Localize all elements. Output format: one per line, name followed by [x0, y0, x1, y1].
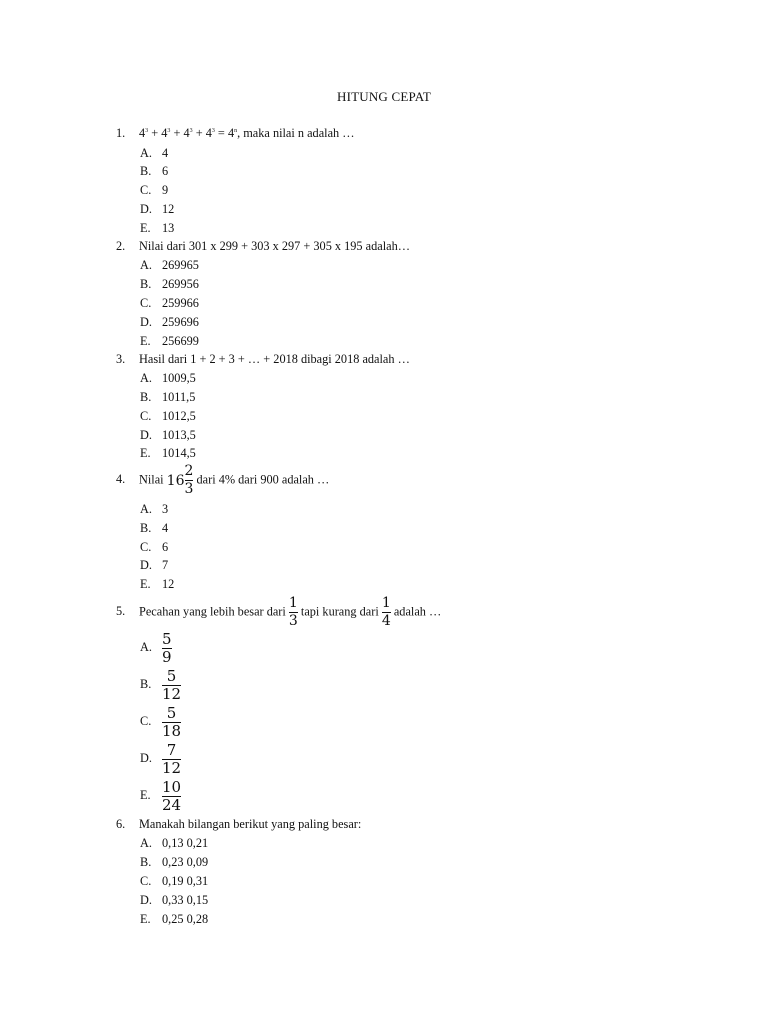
question-4	[116, 464, 329, 497]
option-text: 0,33 0,15	[162, 893, 209, 907]
option-3e	[140, 446, 196, 461]
question-5	[116, 596, 441, 629]
option-3c	[140, 409, 196, 424]
option-letter: A.	[140, 836, 152, 850]
option-letter: A.	[140, 371, 152, 385]
option-1d	[140, 202, 174, 217]
option-2c	[140, 296, 199, 311]
option-text: 0,13 0,21	[162, 836, 209, 850]
question-6	[116, 817, 361, 832]
q1-term: = 4	[214, 126, 235, 140]
fraction	[185, 464, 194, 497]
option-letter: A.	[140, 640, 152, 655]
option-2e	[140, 334, 199, 349]
option-text: 12	[162, 577, 175, 591]
option-letter: E.	[140, 446, 151, 460]
fraction	[289, 596, 298, 629]
option-6a	[140, 836, 208, 851]
option-5d	[140, 743, 181, 776]
question-number: 5.	[116, 604, 126, 619]
option-letter: E.	[140, 912, 151, 926]
fraction-numerator: 1	[381, 595, 391, 611]
option-letter: D.	[140, 558, 152, 572]
fraction-numerator: 5	[162, 630, 172, 648]
q1-exponent: 3	[145, 128, 149, 134]
option-letter: B.	[140, 164, 152, 178]
question-number: 1.	[116, 126, 126, 140]
option-letter: A.	[140, 258, 152, 272]
q1-exponent: n	[234, 128, 238, 134]
option-5c	[140, 706, 181, 739]
fraction	[162, 632, 172, 665]
option-letter: D.	[140, 315, 152, 329]
fraction-denominator: 3	[288, 613, 298, 629]
q1-term: + 4	[148, 126, 168, 140]
q1-exponent: 3	[189, 128, 193, 134]
option-3d	[140, 428, 196, 443]
option-2b	[140, 277, 199, 292]
option-2d	[140, 315, 199, 330]
option-text: 12	[162, 202, 175, 216]
option-text: 0,25 0,28	[162, 912, 209, 926]
option-letter: E.	[140, 334, 151, 348]
fraction	[382, 596, 391, 629]
fraction-numerator: 7	[166, 741, 177, 759]
question-text: dari 4% dari 900 adalah …	[196, 472, 330, 487]
option-5b	[140, 669, 181, 702]
option-text: 6	[162, 164, 169, 178]
question-text: Nilai	[139, 472, 164, 487]
question-number: 2.	[116, 239, 126, 253]
option-letter: E.	[140, 788, 151, 803]
option-text: 4	[162, 146, 169, 160]
option-letter: C.	[140, 874, 152, 888]
option-letter: B.	[140, 855, 152, 869]
option-6c	[140, 874, 208, 889]
option-text: 9	[162, 183, 169, 197]
option-4c	[140, 540, 168, 555]
option-6d	[140, 893, 208, 908]
fraction	[162, 743, 181, 776]
option-text: 13	[162, 221, 175, 235]
fraction	[162, 669, 181, 702]
option-text: 6	[162, 540, 169, 554]
question-text: Nilai dari 301 x 299 + 303 x 297 + 305 x 195 adalah…	[139, 239, 411, 253]
option-letter: C.	[140, 296, 152, 310]
question-number: 4.	[116, 472, 126, 487]
option-text: 3	[162, 502, 169, 516]
fraction-numerator: 1	[288, 595, 298, 611]
option-4d	[140, 558, 168, 573]
option-text: 1013,5	[162, 428, 196, 442]
q1-text: , maka nilai n adalah …	[237, 126, 355, 140]
option-5a	[140, 632, 172, 665]
option-2a	[140, 258, 199, 273]
q1-exponent: 3	[211, 128, 215, 134]
option-text: 269956	[162, 277, 199, 291]
fraction-denominator: 24	[162, 796, 182, 814]
option-4e	[140, 577, 174, 592]
option-letter: C.	[140, 409, 152, 423]
option-1b	[140, 164, 168, 179]
option-letter: D.	[140, 751, 152, 766]
fraction-numerator: 10	[162, 778, 182, 796]
option-text: 0,23 0,09	[162, 855, 209, 869]
option-letter: C.	[140, 714, 152, 729]
option-letter: D.	[140, 893, 152, 907]
fraction-denominator: 18	[162, 722, 182, 740]
option-letter: B.	[140, 277, 152, 291]
question-1	[116, 126, 355, 141]
option-text: 1014,5	[162, 446, 196, 460]
question-text: Pecahan yang lebih besar dari	[139, 604, 286, 619]
option-text: 1011,5	[162, 390, 196, 404]
option-letter: E.	[140, 577, 151, 591]
option-letter: A.	[140, 146, 152, 160]
question-number: 3.	[116, 352, 126, 366]
option-letter: D.	[140, 202, 152, 216]
option-6e	[140, 912, 208, 927]
option-text: 1009,5	[162, 371, 196, 385]
mixed-number-whole: 16	[166, 472, 185, 489]
option-1e	[140, 221, 174, 236]
option-letter: D.	[140, 428, 152, 442]
option-letter: E.	[140, 221, 151, 235]
option-text: 4	[162, 521, 169, 535]
option-text: 259696	[162, 315, 199, 329]
option-letter: B.	[140, 521, 152, 535]
option-text: 256699	[162, 334, 199, 348]
fraction	[162, 780, 181, 813]
fraction-denominator: 9	[162, 648, 172, 666]
q1-exponent: 3	[167, 128, 171, 134]
option-text: 1012,5	[162, 409, 196, 423]
fraction-denominator: 4	[381, 613, 391, 629]
option-text: 259966	[162, 296, 199, 310]
fraction-numerator: 2	[184, 463, 194, 479]
question-2	[116, 239, 410, 254]
option-1a	[140, 146, 168, 161]
page-title: HITUNG CEPAT	[336, 89, 431, 104]
question-number: 6.	[116, 817, 126, 831]
option-3a	[140, 371, 196, 386]
option-1c	[140, 183, 168, 198]
fraction-numerator: 5	[166, 704, 177, 722]
option-letter: B.	[140, 677, 152, 692]
option-letter: C.	[140, 540, 152, 554]
q1-term: 4	[139, 126, 146, 140]
option-4a	[140, 502, 168, 517]
option-3b	[140, 390, 195, 405]
fraction-numerator: 5	[166, 667, 177, 685]
option-6b	[140, 855, 208, 870]
fraction-denominator: 12	[162, 759, 182, 777]
option-letter: A.	[140, 502, 152, 516]
question-3	[116, 352, 410, 367]
q1-term: + 4	[192, 126, 212, 140]
option-5e	[140, 780, 181, 813]
question-text: adalah …	[393, 604, 442, 619]
question-text: tapi kurang dari	[300, 604, 379, 619]
option-4b	[140, 521, 168, 536]
q1-term: + 4	[170, 126, 190, 140]
fraction-denominator: 12	[162, 685, 182, 703]
option-text: 0,19 0,31	[162, 874, 209, 888]
question-text: Manakah bilangan berikut yang paling besar:	[139, 817, 362, 831]
option-text: 269965	[162, 258, 199, 272]
option-letter: B.	[140, 390, 152, 404]
option-text: 7	[162, 558, 169, 572]
fraction	[162, 706, 181, 739]
fraction-denominator: 3	[184, 481, 194, 497]
option-letter: C.	[140, 183, 152, 197]
question-text: Hasil dari 1 + 2 + 3 + … + 2018 dibagi 2018 adalah …	[139, 352, 410, 366]
